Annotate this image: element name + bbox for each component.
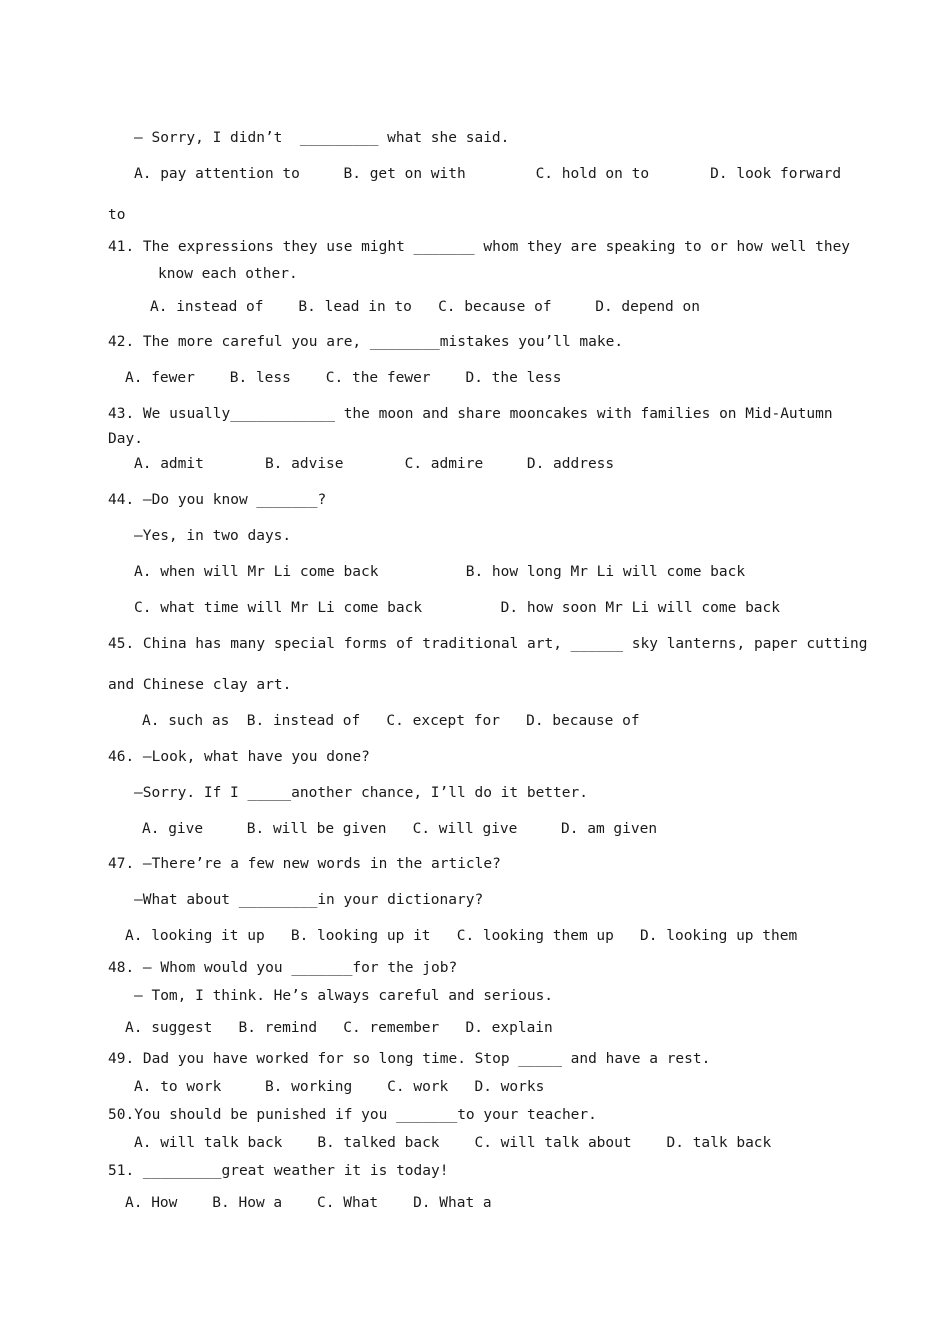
q45-options: A. such as B. instead of C. except for D. because of [142, 713, 640, 729]
q48-reply: — Tom, I think. He’s always careful and serious. [134, 988, 554, 1004]
q47-options: A. looking it up B. looking up it C. looking them up D. looking up them [125, 928, 798, 944]
q49-options: A. to work B. working C. work D. works [134, 1079, 545, 1095]
q43-options: A. admit B. advise C. admire D. address [134, 456, 615, 472]
q44-reply: —Yes, in two days. [134, 528, 292, 544]
q50-options: A. will talk back B. talked back C. will talk about D. talk back [134, 1135, 772, 1151]
q44-options-cd: C. what time will Mr Li come back D. how soon Mr Li will come back [134, 600, 781, 616]
q47-stem: 47. —There’re a few new words in the article? [108, 856, 501, 872]
q45-stem-cont: and Chinese clay art. [108, 677, 292, 693]
q41-stem: 41. The expressions they use might _______ whom they are speaking to or how well they [108, 239, 851, 255]
q44-stem: 44. —Do you know _______? [108, 492, 327, 508]
q47-reply: —What about _________in your dictionary? [134, 892, 484, 908]
q50-stem: 50.You should be punished if you _______to your teacher. [108, 1107, 597, 1123]
q40-options: A. pay attention to B. get on with C. hold on to D. look forward [134, 166, 842, 182]
q42-options: A. fewer B. less C. the fewer D. the less [125, 370, 562, 386]
q41-options: A. instead of B. lead in to C. because of D. depend on [150, 299, 700, 315]
q44-options-ab: A. when will Mr Li come back B. how long Mr Li will come back [134, 564, 746, 580]
q51-stem: 51. _________great weather it is today! [108, 1163, 449, 1179]
q40-options-wrap: to [108, 207, 126, 223]
q40-reply: — Sorry, I didn’t _________ what she said. [134, 130, 510, 146]
q43-stem-cont: Day. [108, 431, 143, 447]
q49-stem: 49. Dad you have worked for so long time. Stop _____ and have a rest. [108, 1051, 711, 1067]
q48-options: A. suggest B. remind C. remember D. explain [125, 1020, 553, 1036]
q43-stem: 43. We usually____________ the moon and share mooncakes with families on Mid-Autumn [108, 406, 833, 422]
q46-stem: 46. —Look, what have you done? [108, 749, 370, 765]
q42-stem: 42. The more careful you are, ________mistakes you’ll make. [108, 334, 624, 350]
q51-options: A. How B. How a C. What D. What a [125, 1195, 492, 1211]
q46-reply: —Sorry. If I _____another chance, I’ll do it better. [134, 785, 588, 801]
q45-stem: 45. China has many special forms of traditional art, ______ sky lanterns, paper cutting [108, 636, 868, 652]
q46-options: A. give B. will be given C. will give D. am given [142, 821, 658, 837]
q48-stem: 48. — Whom would you _______for the job? [108, 960, 458, 976]
q41-stem-cont: know each other. [158, 266, 298, 282]
